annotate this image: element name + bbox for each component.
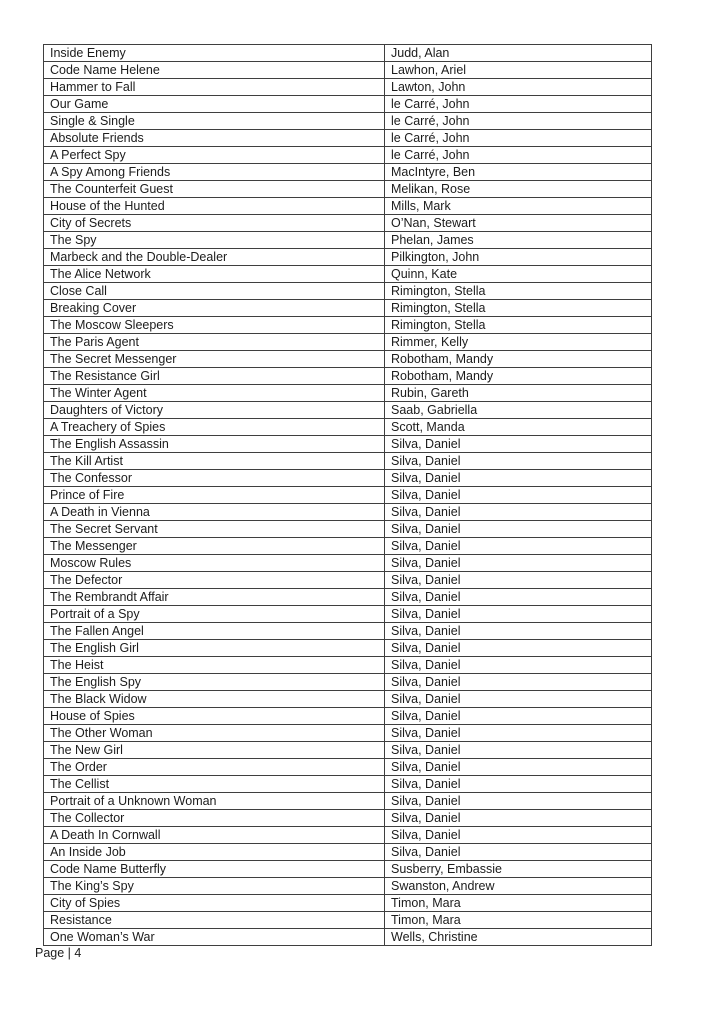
title-cell: Resistance: [44, 912, 385, 929]
title-cell: Code Name Helene: [44, 62, 385, 79]
author-cell: Lawhon, Ariel: [385, 62, 652, 79]
table-row: [44, 810, 652, 827]
table-row: [44, 249, 652, 266]
author-cell: Lawton, John: [385, 79, 652, 96]
title-cell: The Defector: [44, 572, 385, 589]
title-cell: The Spy: [44, 232, 385, 249]
title-cell: A Death In Cornwall: [44, 827, 385, 844]
table-row: [44, 708, 652, 725]
author-cell: Melikan, Rose: [385, 181, 652, 198]
author-cell: Silva, Daniel: [385, 589, 652, 606]
table-row: [44, 555, 652, 572]
author-cell: Silva, Daniel: [385, 555, 652, 572]
title-cell: Moscow Rules: [44, 555, 385, 572]
table-row: [44, 912, 652, 929]
title-cell: The Paris Agent: [44, 334, 385, 351]
title-cell: The Fallen Angel: [44, 623, 385, 640]
author-cell: le Carré, John: [385, 130, 652, 147]
table-row: [44, 504, 652, 521]
author-cell: Silva, Daniel: [385, 810, 652, 827]
table-row: [44, 266, 652, 283]
table-row: [44, 487, 652, 504]
table-row: [44, 895, 652, 912]
author-cell: Saab, Gabriella: [385, 402, 652, 419]
title-cell: House of the Hunted: [44, 198, 385, 215]
table-row: [44, 113, 652, 130]
table-row: [44, 623, 652, 640]
author-cell: MacIntyre, Ben: [385, 164, 652, 181]
title-cell: Close Call: [44, 283, 385, 300]
author-cell: Phelan, James: [385, 232, 652, 249]
title-cell: The Collector: [44, 810, 385, 827]
title-cell: Breaking Cover: [44, 300, 385, 317]
table-row: [44, 759, 652, 776]
table-row: [44, 45, 652, 62]
author-cell: Rimington, Stella: [385, 317, 652, 334]
title-cell: The Cellist: [44, 776, 385, 793]
table-row: [44, 589, 652, 606]
table-row: [44, 96, 652, 113]
table-row: [44, 674, 652, 691]
table-row: [44, 402, 652, 419]
author-cell: Timon, Mara: [385, 895, 652, 912]
title-cell: The King’s Spy: [44, 878, 385, 895]
table-row: [44, 640, 652, 657]
table-row: [44, 793, 652, 810]
table-row: [44, 334, 652, 351]
title-cell: The Black Widow: [44, 691, 385, 708]
author-cell: Silva, Daniel: [385, 691, 652, 708]
title-cell: A Perfect Spy: [44, 147, 385, 164]
title-cell: Portrait of a Spy: [44, 606, 385, 623]
author-cell: le Carré, John: [385, 147, 652, 164]
title-cell: The Rembrandt Affair: [44, 589, 385, 606]
title-cell: The Messenger: [44, 538, 385, 555]
author-cell: Scott, Manda: [385, 419, 652, 436]
author-cell: Rimington, Stella: [385, 300, 652, 317]
title-cell: The Moscow Sleepers: [44, 317, 385, 334]
title-cell: The Kill Artist: [44, 453, 385, 470]
page-number-footer: Page | 4: [35, 946, 82, 960]
author-cell: Silva, Daniel: [385, 793, 652, 810]
table-row: [44, 283, 652, 300]
title-cell: The English Spy: [44, 674, 385, 691]
author-cell: Robotham, Mandy: [385, 368, 652, 385]
author-cell: Robotham, Mandy: [385, 351, 652, 368]
title-cell: City of Spies: [44, 895, 385, 912]
author-cell: Silva, Daniel: [385, 623, 652, 640]
author-cell: Silva, Daniel: [385, 640, 652, 657]
title-cell: The Confessor: [44, 470, 385, 487]
title-cell: One Woman’s War: [44, 929, 385, 946]
title-cell: The English Girl: [44, 640, 385, 657]
title-cell: House of Spies: [44, 708, 385, 725]
author-cell: Silva, Daniel: [385, 487, 652, 504]
table-row: [44, 436, 652, 453]
author-cell: Timon, Mara: [385, 912, 652, 929]
table-row: [44, 215, 652, 232]
table-row: [44, 606, 652, 623]
author-cell: Silva, Daniel: [385, 708, 652, 725]
table-row: [44, 368, 652, 385]
author-cell: Silva, Daniel: [385, 538, 652, 555]
title-cell: The Winter Agent: [44, 385, 385, 402]
author-cell: Rubin, Gareth: [385, 385, 652, 402]
table-row: [44, 691, 652, 708]
table-row: [44, 419, 652, 436]
title-cell: A Spy Among Friends: [44, 164, 385, 181]
author-cell: Silva, Daniel: [385, 725, 652, 742]
author-cell: Swanston, Andrew: [385, 878, 652, 895]
author-cell: le Carré, John: [385, 113, 652, 130]
title-cell: The Order: [44, 759, 385, 776]
table-row: [44, 827, 652, 844]
table-row: [44, 657, 652, 674]
title-cell: The Alice Network: [44, 266, 385, 283]
title-cell: Our Game: [44, 96, 385, 113]
author-cell: Rimmer, Kelly: [385, 334, 652, 351]
table-row: [44, 317, 652, 334]
author-cell: Silva, Daniel: [385, 504, 652, 521]
author-cell: le Carré, John: [385, 96, 652, 113]
title-cell: Portrait of a Unknown Woman: [44, 793, 385, 810]
table-row: [44, 198, 652, 215]
author-cell: Silva, Daniel: [385, 436, 652, 453]
author-cell: Silva, Daniel: [385, 521, 652, 538]
table-row: [44, 861, 652, 878]
author-cell: Silva, Daniel: [385, 470, 652, 487]
table-row: [44, 844, 652, 861]
table-row: [44, 878, 652, 895]
title-cell: A Death in Vienna: [44, 504, 385, 521]
title-cell: The Secret Messenger: [44, 351, 385, 368]
table-row: [44, 130, 652, 147]
author-cell: Susberry, Embassie: [385, 861, 652, 878]
author-cell: Silva, Daniel: [385, 844, 652, 861]
author-cell: Silva, Daniel: [385, 776, 652, 793]
table-row: [44, 62, 652, 79]
author-cell: Pilkington, John: [385, 249, 652, 266]
title-cell: Inside Enemy: [44, 45, 385, 62]
author-cell: Rimington, Stella: [385, 283, 652, 300]
table-row: [44, 776, 652, 793]
author-cell: Judd, Alan: [385, 45, 652, 62]
table-row: [44, 147, 652, 164]
book-table-body: [44, 45, 652, 946]
author-cell: Silva, Daniel: [385, 827, 652, 844]
table-row: [44, 351, 652, 368]
table-row: [44, 232, 652, 249]
author-cell: Silva, Daniel: [385, 657, 652, 674]
author-cell: Silva, Daniel: [385, 742, 652, 759]
title-cell: An Inside Job: [44, 844, 385, 861]
title-cell: The Resistance Girl: [44, 368, 385, 385]
title-cell: The Other Woman: [44, 725, 385, 742]
title-cell: Prince of Fire: [44, 487, 385, 504]
author-cell: Mills, Mark: [385, 198, 652, 215]
table-row: [44, 572, 652, 589]
title-cell: Marbeck and the Double-Dealer: [44, 249, 385, 266]
table-row: [44, 385, 652, 402]
author-cell: Silva, Daniel: [385, 606, 652, 623]
title-cell: The Counterfeit Guest: [44, 181, 385, 198]
title-cell: Single & Single: [44, 113, 385, 130]
table-row: [44, 300, 652, 317]
title-cell: Hammer to Fall: [44, 79, 385, 96]
title-cell: Daughters of Victory: [44, 402, 385, 419]
title-cell: City of Secrets: [44, 215, 385, 232]
author-cell: Silva, Daniel: [385, 453, 652, 470]
table-row: [44, 453, 652, 470]
table-row: [44, 725, 652, 742]
table-row: [44, 79, 652, 96]
table-row: [44, 470, 652, 487]
author-cell: Wells, Christine: [385, 929, 652, 946]
author-cell: O’Nan, Stewart: [385, 215, 652, 232]
table-row: [44, 538, 652, 555]
book-list-table: [43, 44, 652, 946]
title-cell: Code Name Butterfly: [44, 861, 385, 878]
author-cell: Silva, Daniel: [385, 572, 652, 589]
title-cell: The English Assassin: [44, 436, 385, 453]
title-cell: Absolute Friends: [44, 130, 385, 147]
author-cell: Silva, Daniel: [385, 674, 652, 691]
table-row: [44, 929, 652, 946]
title-cell: The Secret Servant: [44, 521, 385, 538]
title-cell: A Treachery of Spies: [44, 419, 385, 436]
title-cell: The Heist: [44, 657, 385, 674]
table-row: [44, 181, 652, 198]
table-row: [44, 742, 652, 759]
author-cell: Silva, Daniel: [385, 759, 652, 776]
title-cell: The New Girl: [44, 742, 385, 759]
table-row: [44, 521, 652, 538]
author-cell: Quinn, Kate: [385, 266, 652, 283]
table-row: [44, 164, 652, 181]
